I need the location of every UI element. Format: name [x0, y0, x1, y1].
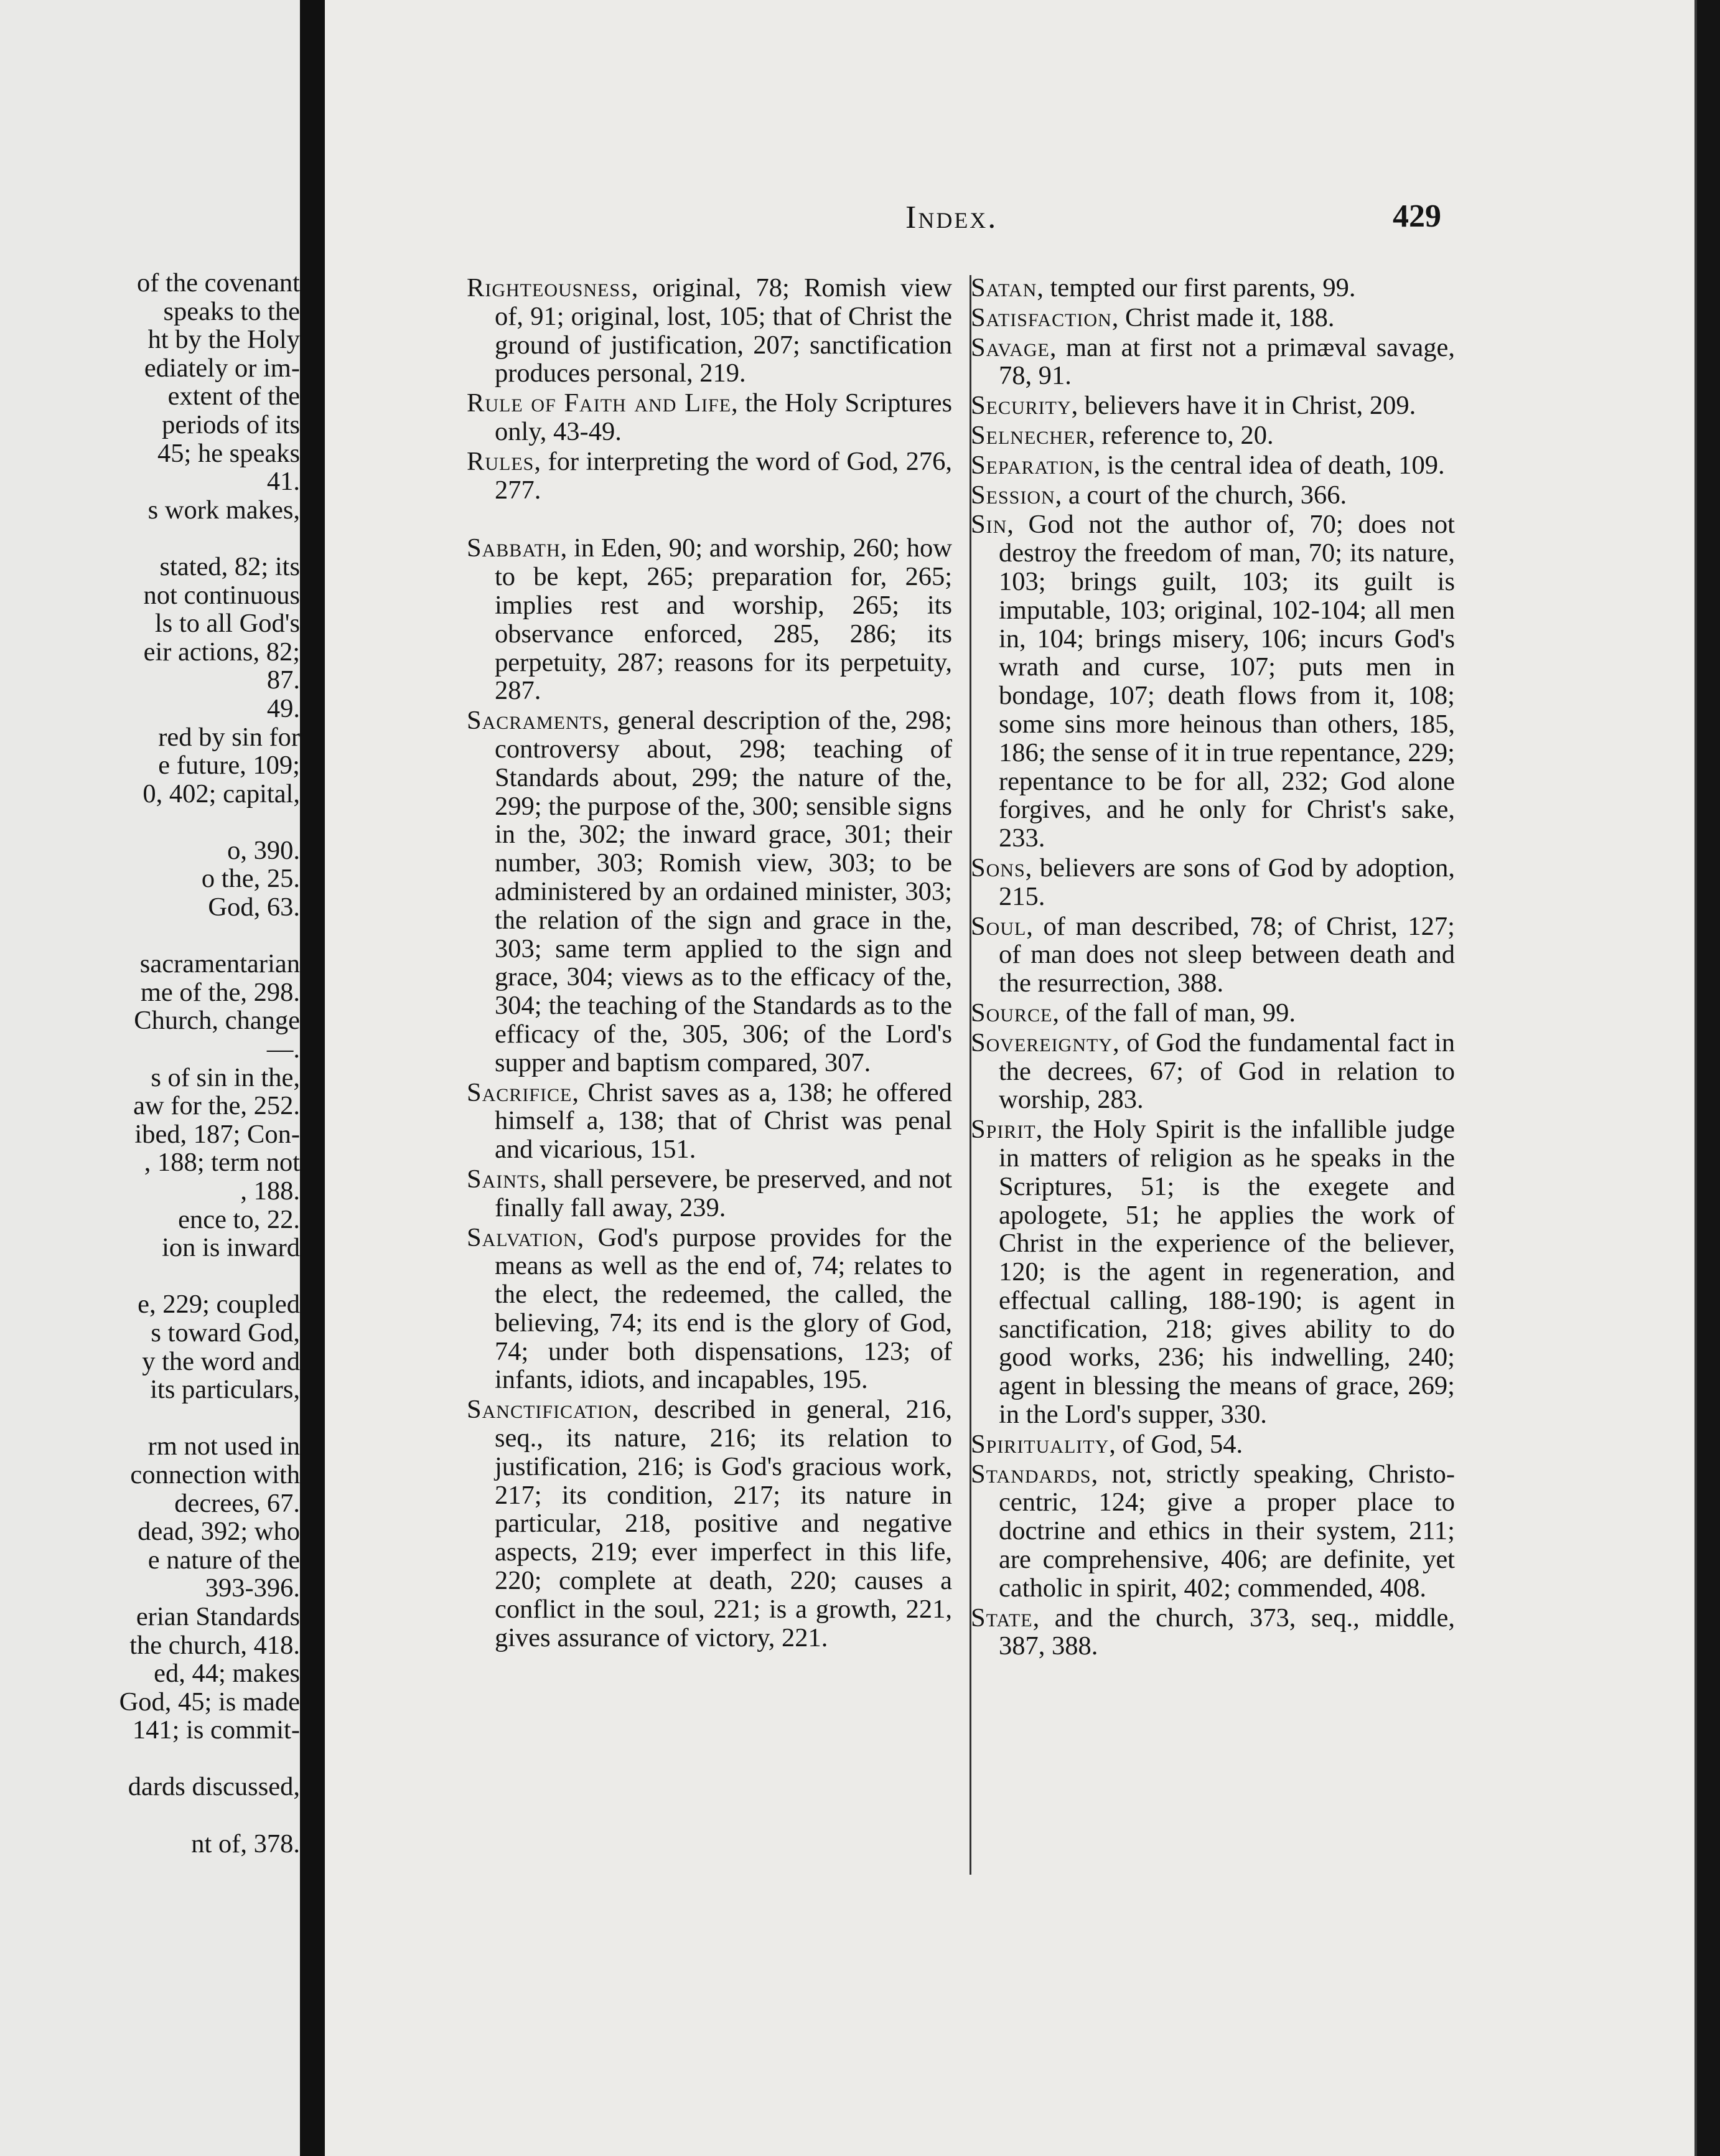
entry-heading: Security — [971, 391, 1072, 421]
facing-page-line: its particulars, — [150, 1375, 300, 1405]
facing-page-line: ht by the Holy — [147, 325, 300, 355]
entry-heading: Rules — [467, 446, 535, 476]
facing-page-line: 141; is commit- — [132, 1715, 300, 1745]
entry-heading: Rule of Faith and Life — [467, 388, 732, 418]
entry-text: , is the central idea of death, 109. — [1093, 450, 1445, 480]
page-edge — [1697, 0, 1720, 2156]
index-entry — [971, 274, 1455, 302]
entry-heading: Standards — [971, 1459, 1091, 1489]
index-column-right — [971, 274, 1455, 1662]
entry-heading: Selnecher — [971, 420, 1089, 450]
facing-page-line: , 188; term not — [144, 1148, 300, 1178]
facing-page-line: e nature of the — [147, 1545, 300, 1575]
index-entry — [467, 1165, 952, 1222]
facing-page-line: 393-396. — [205, 1573, 300, 1603]
facing-page-line: decrees, 67. — [174, 1488, 300, 1518]
index-entry — [971, 334, 1455, 391]
entry-text: , described in general, 216, seq., its nature, 216; its relation to justification, 216; is God's gracious work, 217; its condition, 217; its nature in particular, 218, positive and negative aspects, 219; ever imperfect in this life, 220; complete at death, 220; causes a conflict in the soul, 221; is a growth, 221, gives assurance of victory, 221. — [495, 1395, 952, 1652]
facing-page-line: aw for the, 252. — [133, 1091, 300, 1121]
facing-page-line: 45; he speaks — [157, 438, 300, 468]
entry-text: , reference to, 20. — [1088, 420, 1274, 450]
entry-heading: Sin — [971, 510, 1007, 540]
entry-heading: Saints — [467, 1164, 540, 1194]
facing-page-line: not continuous — [143, 580, 300, 610]
index-entry — [467, 1224, 952, 1395]
facing-page-line: of the covenant — [137, 268, 300, 298]
index-entry — [971, 1029, 1455, 1114]
index-entry — [467, 389, 952, 446]
entry-text: , not, strictly speaking, Christo-centric, 124; give a proper place to doctrine and ethics in their system, 211; are comprehensive, 406; are definite, yet catholic in spirit, 402; commended, 408. — [999, 1459, 1455, 1603]
facing-page-line: extent of the — [167, 382, 300, 411]
facing-page-line: ls to all God's — [154, 609, 300, 639]
facing-page-line: o the, 25. — [201, 864, 300, 894]
facing-page-line: s toward God, — [151, 1318, 300, 1348]
facing-page-line: s of sin in the, — [151, 1062, 300, 1092]
entry-text: , God not the author of, 70; does not destroy the freedom of man, 70; its nature, 103; brings guilt, 103; its guilt is imputable, 103; original, 102-104; all men in, 104; brings misery, 106; incurs God's wrath and curse, 107; puts men in bondage, 107; death flows from it, 108; some sins more heinous than others, 185, 186; the sense of it in true repentance, 229; repentance to be for all, 232; God alone forgives, and he only for Christ's sake, 233. — [999, 510, 1455, 853]
facing-page-line: sacramentarian — [139, 949, 300, 979]
facing-page-line: God, 63. — [208, 893, 300, 922]
index-entry — [467, 706, 952, 1077]
facing-page-line: eir actions, 82; — [143, 637, 300, 667]
index-entry — [467, 274, 952, 388]
facing-page-line: 41. — [266, 467, 300, 497]
index-entry — [971, 912, 1455, 998]
entry-text: , of man described, 78; of Christ, 127; of man does not sleep between death and the resurrection, 388. — [999, 911, 1455, 998]
entry-text: , of the fall of man, 99. — [1052, 998, 1296, 1028]
index-entry — [467, 534, 952, 705]
entry-heading: Soul — [971, 911, 1027, 941]
facing-page-line: ed, 44; makes — [154, 1659, 300, 1689]
entry-text: , the Holy Spirit is the infallible judge in matters of religion as he speaks in the Scriptures, 51; is the exegete and apologete, 51; he applies the work of Christ in the experience of the believer, 120; is the agent in regeneration, and effectual calling, 188-190; is agent in sanctification, 218; gives ability to do good works, 236; his indwelling, 240; agent in blessing the means of grace, 269; in the Lord's supper, 330. — [999, 1115, 1455, 1430]
facing-page-line: —. — [266, 1034, 300, 1064]
index-column-left — [467, 274, 952, 1653]
index-entry — [467, 448, 952, 505]
facing-page-line: rm not used in — [147, 1432, 300, 1461]
facing-page-line: 0, 402; capital, — [143, 779, 300, 809]
entry-text: , shall persevere, be preserved, and not finally fall away, 239. — [495, 1164, 952, 1222]
facing-page-line — [0, 1801, 300, 1830]
entry-heading: Sacrifice — [467, 1077, 573, 1107]
entry-text: , a court of the church, 366. — [1055, 480, 1347, 510]
entry-text: , Christ made it, 188. — [1111, 302, 1335, 332]
index-entry — [971, 999, 1455, 1028]
facing-page-line: stated, 82; its — [159, 551, 300, 581]
entry-heading: Savage — [971, 332, 1050, 362]
facing-page-line: periods of its — [162, 410, 300, 439]
entry-heading: Spirituality — [971, 1429, 1110, 1459]
running-head: Index. — [905, 200, 998, 235]
facing-page-line: erian Standards — [136, 1601, 300, 1631]
facing-page-text — [0, 269, 300, 1858]
facing-page-line: 87. — [266, 665, 300, 695]
index-entry — [971, 510, 1455, 853]
facing-page-line: connection with — [130, 1460, 300, 1489]
facing-page-line: me of the, 298. — [140, 977, 300, 1007]
entry-text: , of God, 54. — [1109, 1429, 1243, 1459]
facing-page-line: ediately or im- — [144, 353, 300, 383]
facing-page-line: red by sin for — [158, 722, 300, 752]
facing-page-line — [0, 1262, 300, 1291]
entry-heading: Salvation — [467, 1222, 577, 1252]
entry-text: , for interpreting the word of God, 276, 277. — [495, 446, 952, 505]
entry-heading: Satan — [971, 273, 1037, 302]
facing-page-fragment — [0, 0, 300, 2156]
entry-text: , of God the fundamental fact in the decrees, 67; of God in relation to worship, 283. — [999, 1028, 1455, 1115]
facing-page-line: ion is inward — [162, 1233, 300, 1263]
entry-text: , tempted our first parents, 99. — [1037, 273, 1356, 302]
facing-page-line: the church, 418. — [129, 1630, 300, 1660]
entry-heading: State — [971, 1603, 1033, 1633]
entry-heading: Sacraments — [467, 706, 603, 736]
entry-heading: Spirit — [971, 1115, 1036, 1145]
entry-heading: Session — [971, 480, 1055, 510]
index-entry — [971, 481, 1455, 510]
entry-text: , general description of the, 298; controversy about, 298; teaching of Standards about, 299; the nature of the, 299; the purpose of the, 300; sensible signs in the, 302; the inward grace, 301; their number, 303; Romish view, 303; to be administered by an ordained minister, 303; the relation of the sign and grace in the, 303; same term applied to the sign and grace, 304; views as to the efficacy of the, 304; the teaching of the Standards as to the efficacy of the, 305, 306; of the Lord's supper and baptism compared, 307. — [495, 706, 952, 1077]
entry-text: , original, 78; Romish view of, 91; original, lost, 105; that of Christ the ground of justification, 207; sanctification produces personal, 219. — [495, 273, 952, 388]
facing-page-line: , 188. — [240, 1176, 300, 1206]
section-gap — [467, 505, 952, 534]
facing-page-line — [0, 1404, 300, 1433]
facing-page-line: dead, 392; who — [138, 1517, 300, 1547]
facing-page-line: speaks to the — [163, 296, 300, 326]
entry-heading: Separation — [971, 450, 1094, 480]
entry-text: , in Eden, 90; and worship, 260; how to be kept, 265; preparation for, 265; implies rest and worship, 265; its observance enforced, 285, 286; its perpetuity, 287; reasons for its perpetuity, 287. — [495, 533, 952, 706]
index-entry — [971, 421, 1455, 450]
facing-page-line: e, 229; coupled — [138, 1290, 300, 1319]
entry-text: , man at first not a primæval savage, 78, 91. — [999, 332, 1455, 391]
entry-text: , believers are sons of God by adoption, 215. — [999, 853, 1455, 911]
facing-page-line: ence to, 22. — [178, 1204, 300, 1234]
entry-text: , Christ saves as a, 138; he offered himself a, 138; that of Christ was penal and vicarious, 151. — [495, 1077, 952, 1165]
index-entry — [971, 1604, 1455, 1661]
entry-text: , the Holy Scriptures only, 43-49. — [495, 388, 953, 446]
index-entry — [467, 1395, 952, 1652]
entry-heading: Source — [971, 998, 1053, 1028]
facing-page-line: God, 45; is made — [119, 1687, 300, 1717]
entry-text: , believers have it in Christ, 209. — [1071, 391, 1416, 421]
facing-page-line: o, 390. — [227, 835, 300, 865]
facing-page-line — [0, 808, 300, 837]
index-entry — [971, 854, 1455, 911]
entry-heading: Sons — [971, 853, 1026, 883]
entry-heading: Sabbath — [467, 533, 561, 563]
entry-heading: Sovereignty — [971, 1028, 1113, 1057]
entry-heading: Righteousness — [467, 273, 632, 302]
page-number: 429 — [1393, 199, 1441, 234]
facing-page-line: Church, change — [134, 1006, 300, 1036]
facing-page-line: y the word and — [142, 1346, 300, 1376]
index-entry — [467, 1079, 952, 1164]
book-gutter — [300, 0, 325, 2156]
index-entry — [971, 1460, 1455, 1603]
index-entry — [971, 304, 1455, 332]
facing-page-line: e future, 109; — [158, 751, 300, 780]
entry-heading: Satisfaction — [971, 302, 1112, 332]
facing-page-line: ibed, 187; Con- — [134, 1119, 300, 1149]
index-entry — [971, 1430, 1455, 1459]
index-entry — [971, 1115, 1455, 1429]
entry-text: , God's purpose provides for the means as well as the end of, 74; relates to the elect, the redeemed, the called, the believing, 74; its end is the glory of God, 74; under both dispensations, 123; of infants, idiots, and incapables, 195. — [495, 1222, 952, 1395]
facing-page-line: 49. — [266, 693, 300, 723]
facing-page-line — [0, 922, 300, 950]
facing-page-line: nt of, 378. — [191, 1829, 300, 1858]
facing-page-line — [0, 524, 300, 553]
facing-page-line — [0, 1745, 300, 1773]
entry-text: , and the church, 373, seq., middle, 387, 388. — [999, 1603, 1455, 1661]
index-entry — [971, 451, 1455, 480]
facing-page-line: s work makes, — [147, 495, 300, 525]
facing-page-line: dards discussed, — [128, 1772, 300, 1802]
index-entry — [971, 391, 1455, 420]
entry-heading: Sanctification — [467, 1395, 632, 1425]
